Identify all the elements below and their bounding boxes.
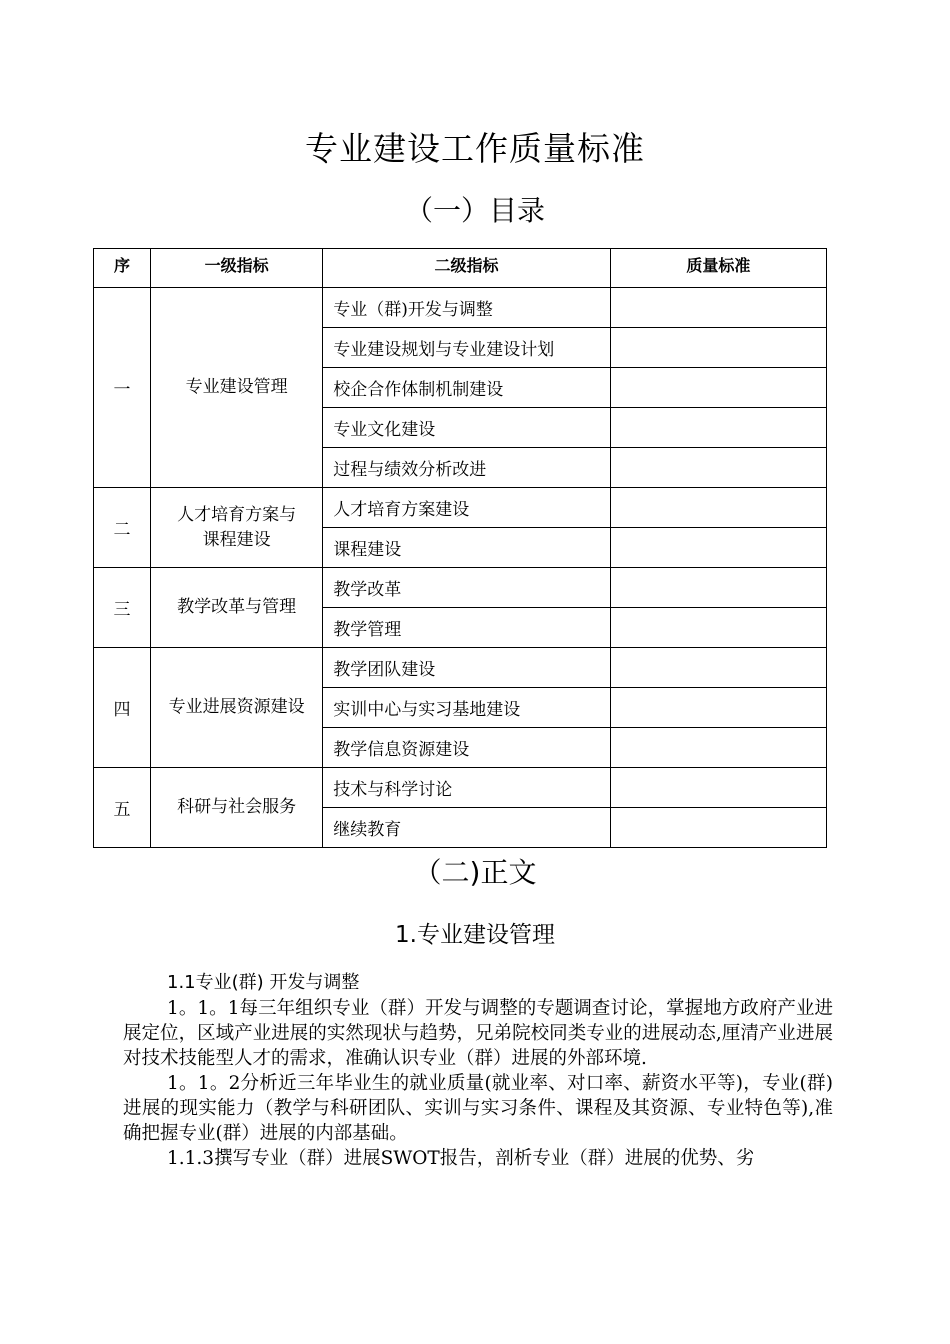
- body-text: [123, 996, 833, 1171]
- standard-cell: [610, 528, 826, 568]
- standard-cell: [610, 288, 826, 328]
- standard-cell: [610, 768, 826, 808]
- level2-cell: 专业（群)开发与调整: [323, 288, 610, 328]
- level2-cell: 课程建设: [323, 528, 610, 568]
- subsection-heading: 1.1专业(群) 开发与调整: [167, 972, 360, 993]
- table-row: [94, 568, 827, 608]
- level2-cell: 实训中心与实习基地建设: [323, 688, 610, 728]
- standard-cell: [610, 688, 826, 728]
- paragraph: 1.1.3撰写专业（群）进展SWOT报告，剖析专业（群）进展的优势、劣: [167, 1148, 755, 1169]
- level2-cell: 技术与科学讨论: [323, 768, 610, 808]
- level1-cell: 科研与社会服务: [151, 768, 323, 848]
- main-text-heading: （二)正文: [413, 856, 537, 889]
- header-standard: 质量标准: [610, 249, 826, 288]
- level2-cell: 教学团队建设: [323, 648, 610, 688]
- level2-cell: 过程与绩效分析改进: [323, 448, 610, 488]
- paragraph: 1。1。1每三年组织专业（群）开发与调整的专题调查讨论，掌握地方政府产业进展定位，区域产业进展的实然现状与趋势，兄弟院校同类专业的进展动态,厘清产业进展对技术技能型人才的需求，准确认识专业（群）进展的外部环境.: [123, 998, 833, 1069]
- seq-cell: 五: [94, 768, 151, 848]
- level1-cell: 专业进展资源建设: [151, 648, 323, 768]
- level2-cell: 教学改革: [323, 568, 610, 608]
- standard-cell: [610, 448, 826, 488]
- standard-cell: [610, 488, 826, 528]
- table-row: [94, 768, 827, 808]
- paragraph: 1。1。2分析近三年毕业生的就业质量(就业率、对口率、薪资水平等)，专业(群)进展的现实能力（教学与科研团队、实训与实习条件、课程及其资源、专业特色等),准确把握专业(群）进展的内部基础。: [123, 1073, 833, 1144]
- table-row: [94, 288, 827, 328]
- index-table: [93, 248, 827, 848]
- header-level2: 二级指标: [323, 249, 610, 288]
- seq-cell: 三: [94, 568, 151, 648]
- toc-heading: （一）目录: [404, 194, 545, 227]
- standard-cell: [610, 368, 826, 408]
- level1-cell: 专业建设管理: [151, 288, 323, 488]
- level2-cell: 专业建设规划与专业建设计划: [323, 328, 610, 368]
- level1-cell: 人才培育方案与课程建设: [151, 488, 323, 568]
- table-row: [94, 648, 827, 688]
- level2-cell: 教学管理: [323, 608, 610, 648]
- standard-cell: [610, 568, 826, 608]
- standard-cell: [610, 408, 826, 448]
- section-heading: 1.专业建设管理: [395, 922, 555, 948]
- seq-cell: 一: [94, 288, 151, 488]
- header-level1: 一级指标: [151, 249, 323, 288]
- seq-cell: 四: [94, 648, 151, 768]
- table-header-row: [94, 249, 827, 288]
- document-title: 专业建设工作质量标准: [305, 129, 645, 168]
- standard-cell: [610, 648, 826, 688]
- level2-cell: 继续教育: [323, 808, 610, 848]
- level2-cell: 人才培育方案建设: [323, 488, 610, 528]
- standard-cell: [610, 328, 826, 368]
- table-row: [94, 488, 827, 528]
- standard-cell: [610, 728, 826, 768]
- level2-cell: 专业文化建设: [323, 408, 610, 448]
- level2-cell: 教学信息资源建设: [323, 728, 610, 768]
- standard-cell: [610, 608, 826, 648]
- level2-cell: 校企合作体制机制建设: [323, 368, 610, 408]
- standard-cell: [610, 808, 826, 848]
- seq-cell: 二: [94, 488, 151, 568]
- level1-cell: 教学改革与管理: [151, 568, 323, 648]
- header-seq: 序: [94, 249, 151, 288]
